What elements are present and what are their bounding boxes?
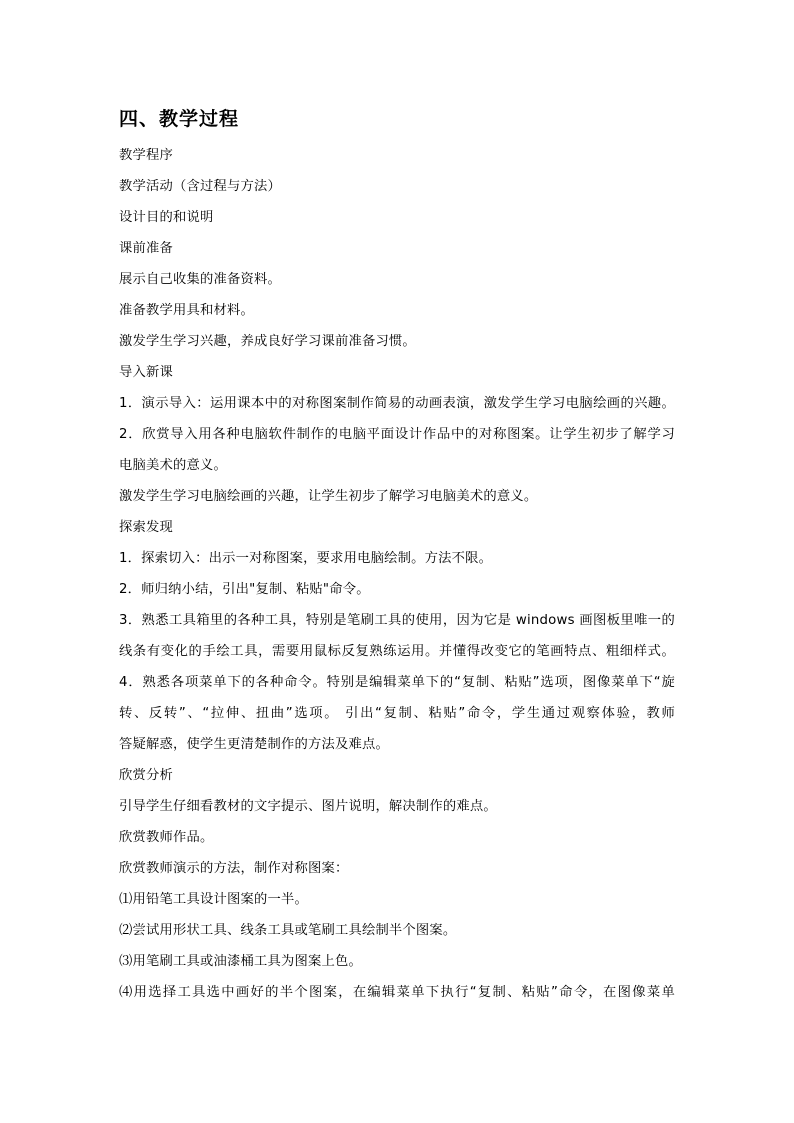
text-line: 欣赏教师演示的方法，制作对称图案： [119,861,349,876]
text-line: 激发学生学习兴趣，养成良好学习课前准备习惯。 [119,334,416,349]
text-line: 展示自己收集的准备资料。 [119,272,281,287]
text-line: ⑵尝试用形状工具、线条工具或笔刷工具绘制半个图案。 [119,923,457,938]
text-line: 欣赏分析 [119,768,173,783]
text-line: 探索发现 [119,520,173,535]
text-line: 1．探索切入：出示一对称图案，要求用电脑绘制。方法不限。 [119,551,493,566]
text-line: 欣赏教师作品。 [119,830,214,845]
text-line: 引导学生仔细看教材的文字提示、图片说明，解决制作的难点。 [119,799,497,814]
text-line: ⑶用笔刷工具或油漆桶工具为图案上色。 [119,954,362,969]
text-line: 课前准备 [119,241,173,256]
page-title: 四、教学过程 [119,108,240,130]
text-line: 3．熟悉工具箱里的各种工具，特别是笔刷工具的使用，因为它是 windows 画图板里唯一的 [119,613,675,628]
text-line: 导入新课 [119,365,173,380]
text-line: 激发学生学习电脑绘画的兴趣，让学生初步了解学习电脑美术的意义。 [119,489,538,504]
text-line: 2．欣赏导入用各种电脑软件制作的电脑平面设计作品中的对称图案。让学生初步了解学习 [119,427,675,442]
text-line: ⑴用铅笔工具设计图案的一半。 [119,892,308,907]
text-line: 4．熟悉各项菜单下的各种命令。特别是编辑菜单下的“复制、粘贴”选项，图像菜单下“旋 [119,675,675,690]
text-line: 准备教学用具和材料。 [119,303,254,318]
text-line: 教学程序 [119,148,173,163]
text-line: 电脑美术的意义。 [119,458,227,473]
text-line: ⑷用选择工具选中画好的半个图案，在编辑菜单下执行“复制、粘贴”命令，在图像菜单 [119,985,675,1000]
text-line: 设计目的和说明 [119,210,214,225]
text-line: 线条有变化的手绘工具，需要用鼠标反复熟练运用。并懂得改变它的笔画特点、粗细样式。 [119,644,675,659]
text-line: 答疑解惑，使学生更清楚制作的方法及难点。 [119,737,389,752]
text-line: 1．演示导入：运用课本中的对称图案制作简易的动画表演，激发学生学习电脑绘画的兴趣。 [119,396,675,411]
text-line: 2．师归纳小结，引出"复制、粘贴"命令。 [119,582,370,597]
text-line: 转、反转”、“拉伸、扭曲”选项。 引出“复制、粘贴”命令，学生通过观察体验，教师 [119,706,675,721]
text-line: 教学活动（含过程与方法） [119,179,281,194]
